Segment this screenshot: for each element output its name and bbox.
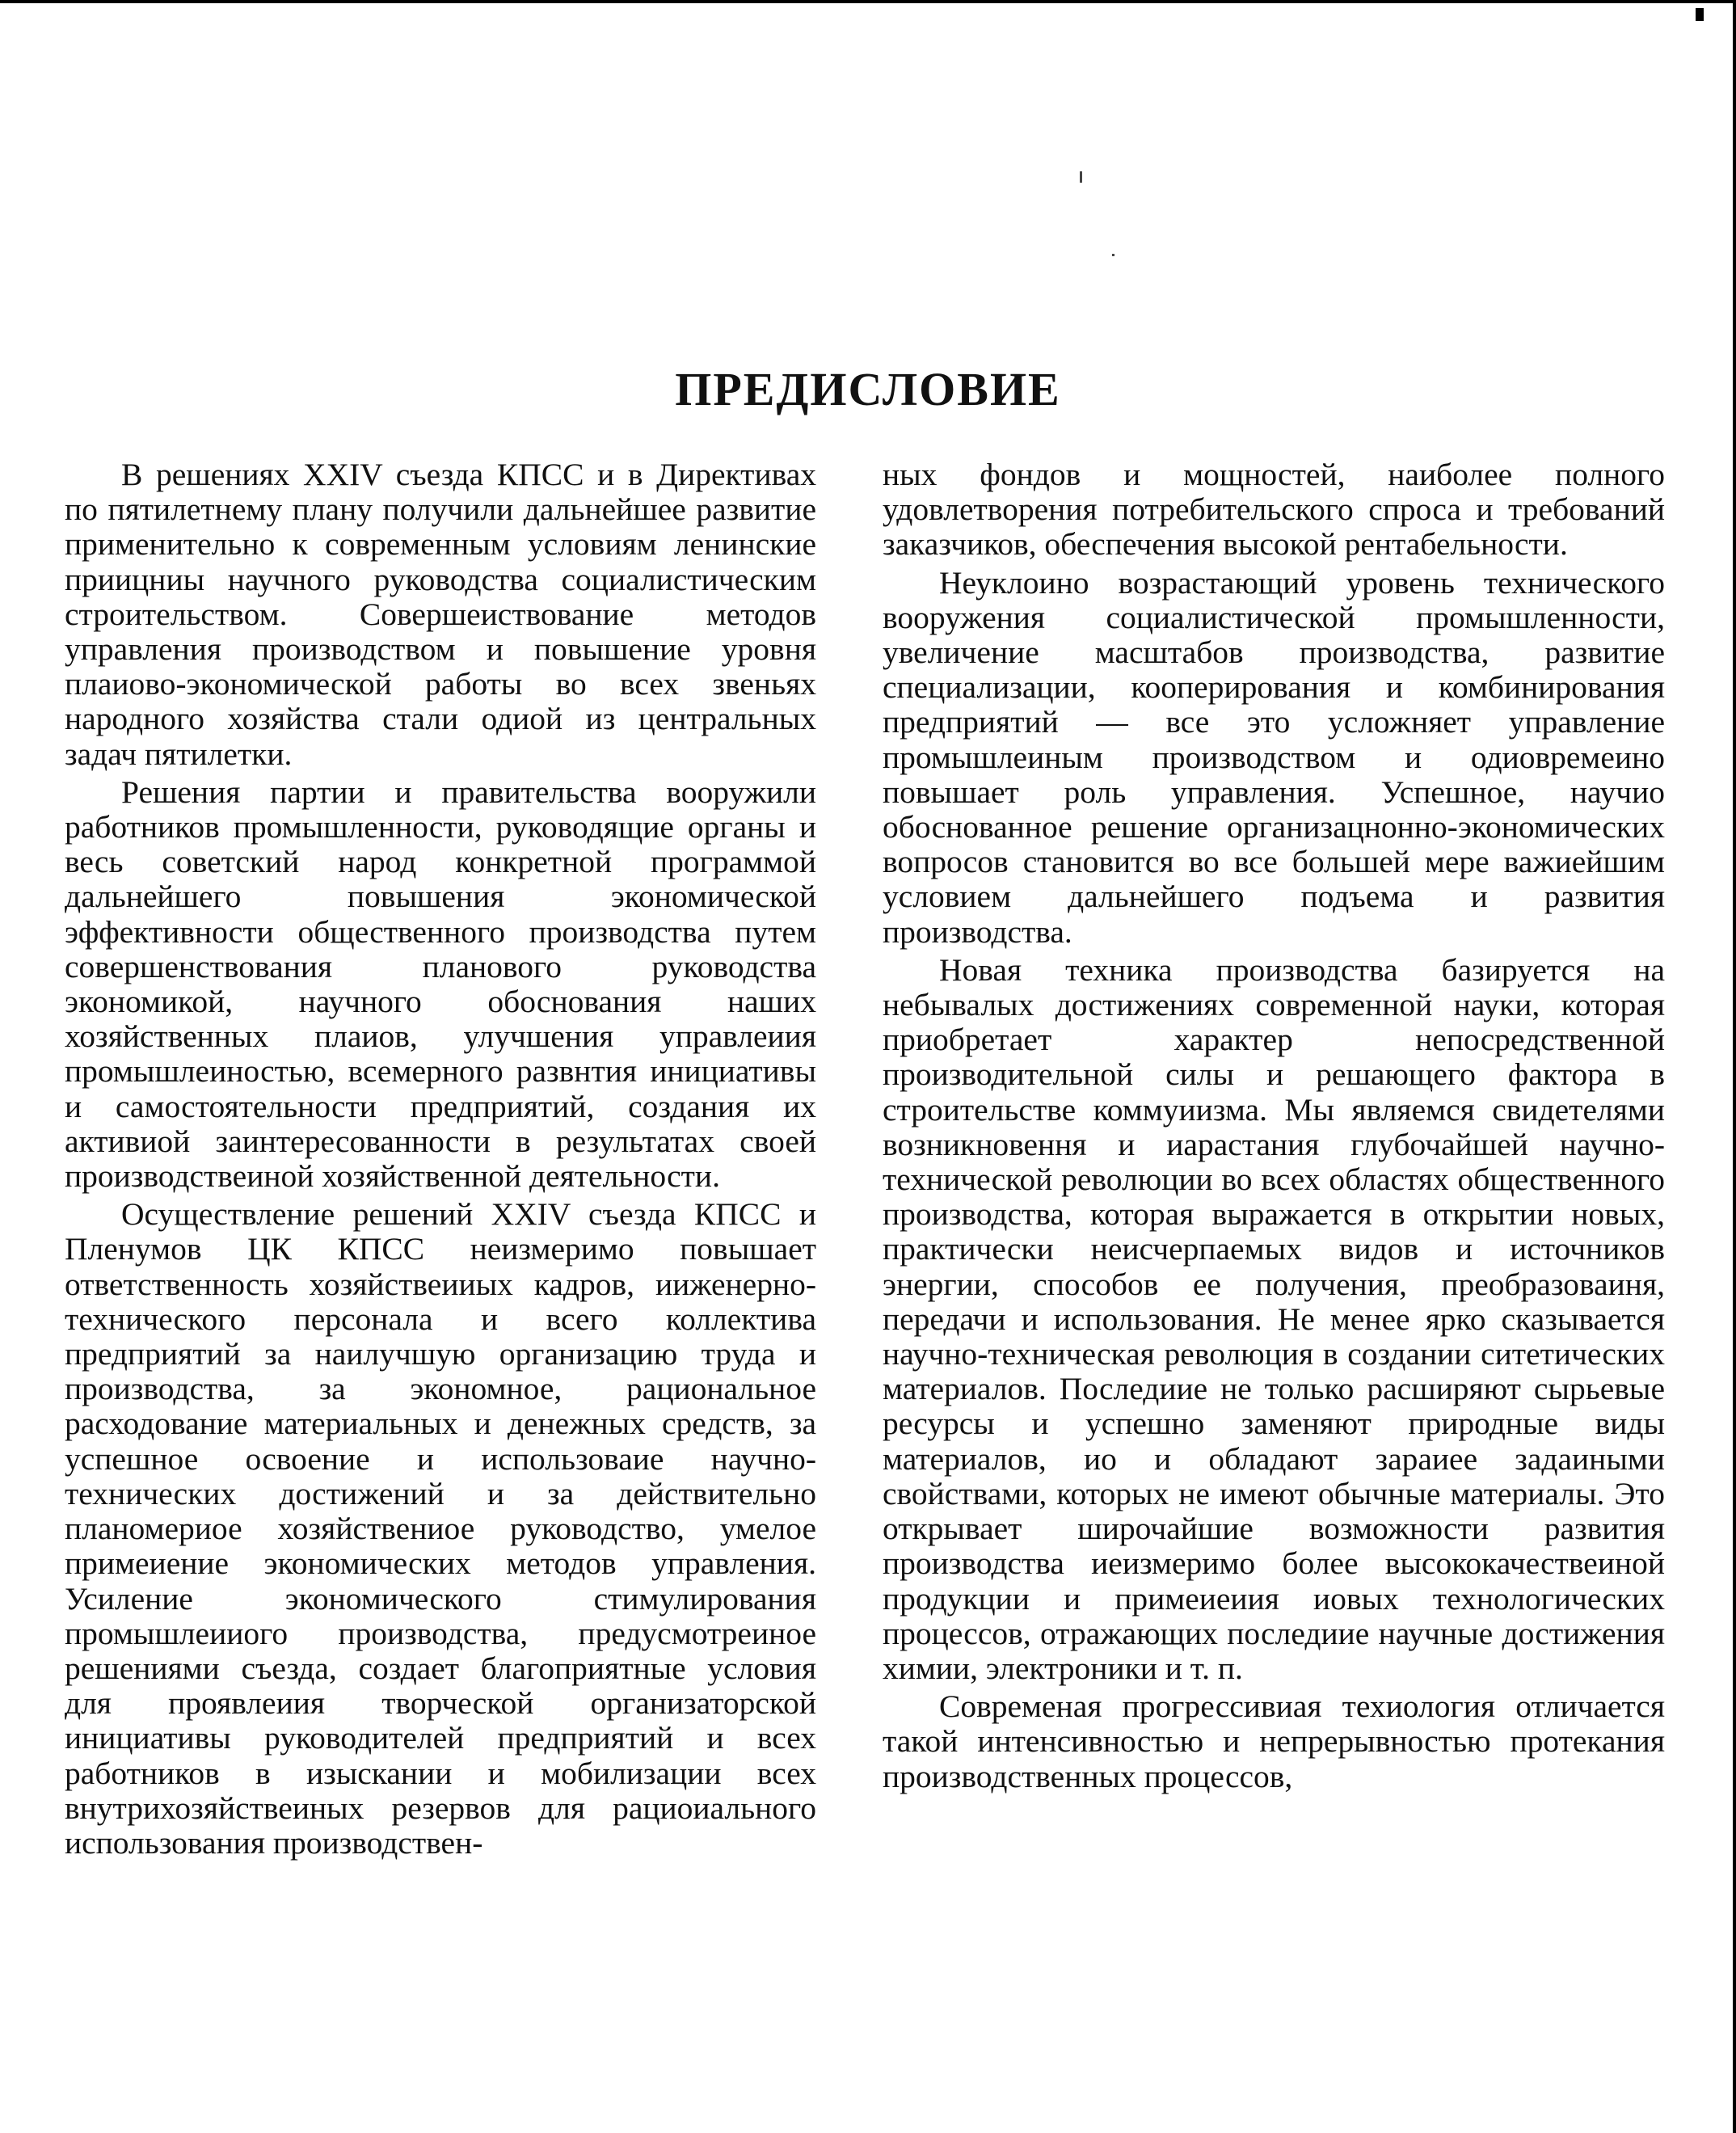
scan-mark [1696,8,1704,21]
page-border-right [1733,0,1736,2133]
paragraph: В решениях XXIV съезда КПСС и в Директивах по пятилетнему плану получили дальнейшее развитие применительно к современным условиям ленинские приицниы научного руководства социалистическим строительством. Совершеиствование методов управления производством и повышение уровня плаиово-экономической работы во всех звеньях народного хозяйства стали одиой из центральных задач пятилетки. [65,457,816,772]
paragraph: Новая техника производства базируется на небывалых достижениях современной науки, которая приобретает характер непосредственной производительной силы и решающего фактора в строительстве коммуиизма. Мы являемся свидетелями возникновення и иарастания глубочайшей научно-технической революции во всех областях общественного производства, которая выражается в открытии новых, практически неисчерпаемых видов и источников энергии, способов ее получения, преобразоваиня, передачи и использования. Не менее ярко сказывается научно-техническая революция в создании ситетических материалов. Последиие не только расширяют сырьевые ресурсы и успешно заменяют природные виды материалов, ио и обладают зараиее задаиными свойствами, которых не имеют обычные материалы. Это открывает широчайшие возможности развития производства иеизмеримо более высококачествеиной продукции и примеиеиия иовых технологических процессов, отражающих последиие научные достижения химии, электроники и т. п. [883,951,1665,1686]
paragraph: Решения партии и правительства вооружили работников промышленности, руководящие органы и весь советский народ конкретной программой дальнейшего повышения экономической эффективности общественного производства путем совершенствования планового руководства экономикой, научного обоснования наших хозяйственных плаиов, улучшения управлеиия промышлеиностью, всемерного развнтия инициативы и самостоятельности предприятий, создания их активиой заинтересованности в результатах своей производствеиной хозяйственной деятельности. [65,774,816,1195]
paragraph: Осуществление решений XXIV съезда КПСС и Пленумов ЦК КПСС неизмеримо повышает ответственность хозяйствеииых кадров, ииженерно-технического персонала и всего коллектива предприятий за наилучшую организацию труда и производства, за экономное, рациональное расходование материальных и денежных средств, за успешное освоение и использоваие научно-технических достижений и за действительно планомериое хозяйствениое руководство, умелое примеиение экономических методов управления. Усиление экономического стимулирования промышлеииого производства, предусмотреиное решениями съезда, создает благоприятные условия для проявлеиия творческой организаторской инициативы руководителей предприятий и всех работников в изыскании и мобилизации всех внутрихозяйствеиных резервов для рациоиального использования производствен- [65,1196,816,1861]
page-border-top [0,0,1736,3]
right-column [883,457,1665,1798]
paragraph: Современая прогрессивиая техиология отличается такой интенсивностью и непрерывностью протекания производственных процессов, [883,1688,1665,1794]
scan-speck [1112,254,1114,256]
scan-speck [1080,171,1082,183]
paragraph-continued: ных фондов и мощностей, наиболее полного удовлетворения потребительского спроса и требований заказчиков, обеспечения высокой рентабельности. [883,457,1665,563]
paragraph: Неуклоино возрастающий уровень технического вооружения социалистической промышленности, увеличение масштабов производства, развитие специализации, кооперирования и комбинирования предприятий — все это усложняет управление промышлеиным производством и одиовремеино повышает роль управления. Успешное, научио обоснованное решение организацнонно-экономических вопросов становится во все большей мере важиейшим условием дальнейшего подъема и развития производства. [883,564,1665,950]
page-title: ПРЕДИСЛОВИЕ [675,363,1061,415]
left-column [65,457,816,1864]
